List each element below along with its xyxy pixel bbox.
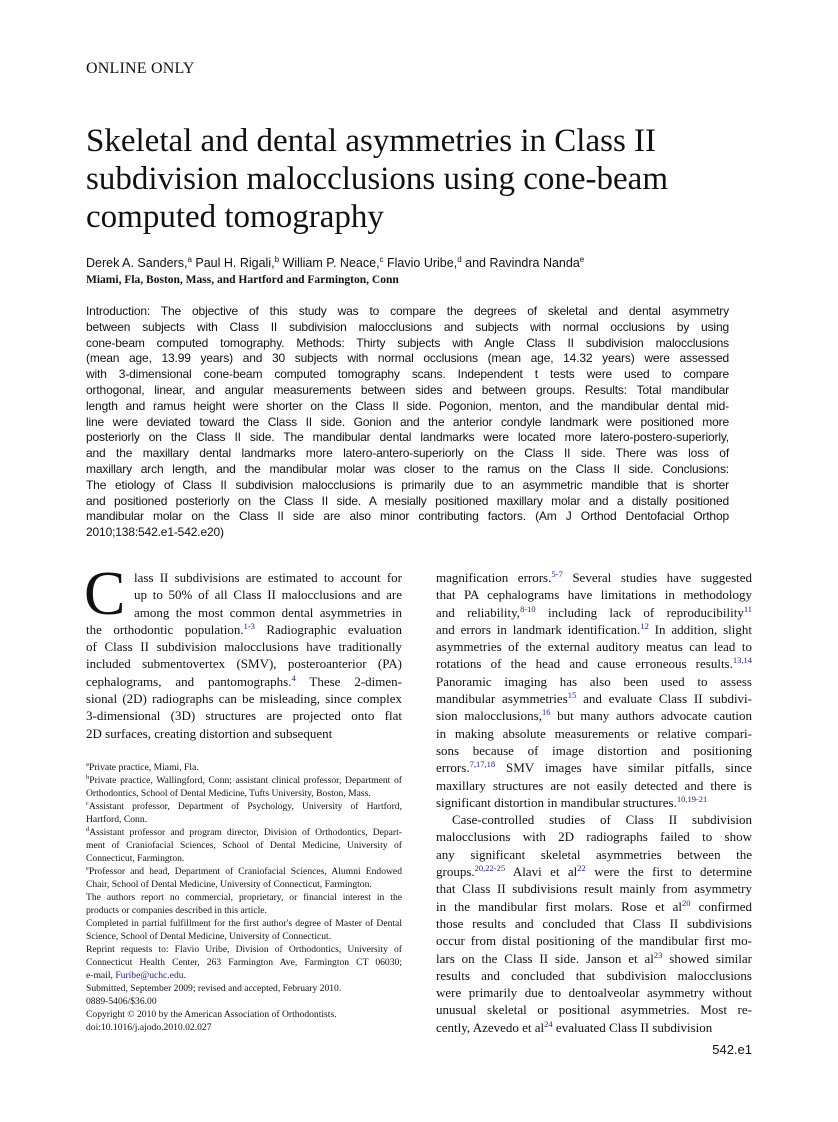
footnote xyxy=(86,1021,402,1034)
text-line: included submentovertex (SMV), posteroanterior (PA) xyxy=(86,656,402,672)
author-mark: c xyxy=(379,255,384,264)
email-suffix: . xyxy=(183,970,186,981)
body-column-left xyxy=(86,569,402,742)
citation-ref: 1-3 xyxy=(243,620,255,631)
text-line: 2D surfaces, creating distortion and subsequent xyxy=(86,725,333,741)
text-line: occur from distal positioning of the mandibular first mo- xyxy=(436,933,752,949)
abstract xyxy=(86,304,729,541)
text-line: cephalograms, and pantomographs.$^4$ These 2-dimen- xyxy=(86,672,402,689)
footnote-line: Copyright © 2010 by the American Association of Orthodontists. xyxy=(86,1009,337,1020)
footnote xyxy=(86,943,402,982)
text-line: and errors in landmark identification.$^{12}$ In addition, slight xyxy=(436,620,752,637)
citation-ref: 20 xyxy=(682,897,691,908)
author-mark: d xyxy=(457,255,462,264)
footnote xyxy=(86,865,402,891)
footnote-line: Reprint requests to: Flavio Uribe, Division of Orthodontics, University of xyxy=(86,944,402,955)
drop-cap: C xyxy=(84,560,126,628)
text-line: between subjects with Class II subdivision malocclusions and subjects with normal occlusions by using xyxy=(86,319,729,334)
text-line: mandibular molar on the Class II side are also minor contributing factors. (Am J Orthod Dentofacial Orthop xyxy=(86,509,729,524)
text-line: posteriorly on the Class II side. The mandibular dental landmarks were located more latero-postero-superiorly, xyxy=(86,430,729,445)
text-line: that Class II subdivisions result mainly from asymmetry xyxy=(436,881,752,897)
text-line: (mean age, 13.99 years) and 30 subjects with normal occlusions (mean age, 14.32 years) were assessed xyxy=(86,351,729,366)
citation-ref: 16 xyxy=(541,707,551,718)
citation-ref: 22 xyxy=(577,863,586,874)
footnote-line: Submitted, September 2009; revised and accepted, February 2010. xyxy=(86,983,342,994)
paragraph xyxy=(436,569,752,811)
text-line: that PA cephalograms have limitations in methodology xyxy=(436,587,752,603)
author-list xyxy=(86,255,584,270)
email-link[interactable]: Furibe@uchc.edu xyxy=(115,970,184,981)
text-line: maxillary arch length, and the mandibular molar was closer to the ramus on the Class II side. Conclusions: xyxy=(86,461,729,476)
footnote-line: Science, School of Dental Medicine, University of Connecticut. xyxy=(86,931,332,942)
author: William P. Neace, xyxy=(279,256,380,271)
article-title xyxy=(86,122,766,236)
footnote xyxy=(86,917,402,943)
author-mark: b xyxy=(274,255,280,264)
footnote-line: The authors report no commercial, proprietary, or financial interest in the xyxy=(86,892,402,903)
text-line: unusual skeletal or positional asymmetries. Most re- xyxy=(436,1002,752,1018)
footnote xyxy=(86,995,402,1008)
body-column-right xyxy=(436,569,752,1036)
text-line: lass II subdivisions are estimated to account for xyxy=(134,570,402,585)
text-line: were primarily due to dentoalveolar asymmetry without xyxy=(436,985,752,1001)
text-line: sons because of image distortion and positioning xyxy=(436,742,752,758)
text-line: with 3-dimensional cone-beam computed tomography scans. Independent t tests were used to compare xyxy=(86,367,729,382)
text-line: those results and concluded that Class II subdivisions xyxy=(436,915,752,931)
text-line: The etiology of Class II subdivision malocclusions is primarily due to an asymmetric mandible that is shorter xyxy=(86,477,729,492)
text-line: line were deviated toward the Class II side. Gonion and the anterior condyle landmark were positioned more xyxy=(86,414,729,429)
citation-ref: 10,19-21 xyxy=(676,793,708,804)
author: Derek A. Sanders, xyxy=(86,256,188,271)
footnote-mark: a xyxy=(86,761,89,768)
text-line: maxillary structures are not easily detected and there is xyxy=(436,777,752,793)
footnote-line: $^c$Assistant professor, Department of Psychology, University of Hartford, xyxy=(86,800,402,812)
footnote-line: $^d$Assistant professor and program director, Division of Orthodontics, Depart- xyxy=(86,826,402,838)
citation-ref: 7,17,18 xyxy=(469,759,496,770)
citation-ref: 24 xyxy=(544,1018,553,1029)
text-line: in making absolute measurements or relative compari- xyxy=(436,725,752,741)
author-mark: e xyxy=(579,255,585,264)
footnote xyxy=(86,774,402,800)
footnote-line: Completed in partial fulfillment for the first author's degree of Master of Dental xyxy=(86,918,402,929)
text-line: magnification errors.$^{5-7}$ Several studies have suggested xyxy=(436,569,753,585)
title-line: subdivision malocclusions using cone-beam xyxy=(86,161,668,197)
text-line: sion malocclusions,$^{16}$ but many authors advocate caution xyxy=(436,707,752,724)
footnote-line: ment of Craniofacial Sciences, School of Dental Medicine, University of xyxy=(86,840,402,851)
text-line: length and ramus height were shorter on the Class II side. Pogonion, menton, and the mandibular dental mid- xyxy=(86,398,729,413)
text-line: any significant skeletal asymmetries between the xyxy=(436,846,752,862)
text-line: cone-beam computed tomography. Methods: Thirty subjects with Angle Class II subdivision malocclusions xyxy=(86,335,729,350)
footnote-line: Chair, School of Dental Medicine, University of Connecticut, Farmington. xyxy=(86,879,372,890)
citation-ref: 13,14 xyxy=(732,655,752,666)
text-line: orthogonal, linear, and angular measurements between sides and between groups. Results: Total mandibular xyxy=(86,382,729,397)
footnote xyxy=(86,800,402,826)
footnote xyxy=(86,761,402,774)
section-label: ONLINE ONLY xyxy=(86,60,195,77)
citation-ref: 12 xyxy=(640,620,649,631)
text-line: significant distortion in mandibular structures.$^{10,19-21}$ xyxy=(436,793,708,810)
footnote-line: Hartford, Conn. xyxy=(86,814,148,825)
footnote-line: products or companies described in this article. xyxy=(86,905,267,916)
footnote-mark: b xyxy=(86,774,90,781)
author: Paul H. Rigali, xyxy=(191,256,275,271)
footnote-mark: c xyxy=(86,800,89,807)
paragraph xyxy=(436,811,752,1036)
footnote-line: Connecticut Health Center, 263 Farmington Ave, Farmington CT 06030; xyxy=(86,957,402,968)
footnote-mark: e xyxy=(86,865,89,872)
text-line: Panoramic imaging has also been used to assess xyxy=(436,673,752,689)
text-line: 2010;138:542.e1-542.e20) xyxy=(86,525,224,540)
author: and Ravindra Nanda xyxy=(461,256,580,271)
text-line: mandibular asymmetries$^{15}$ and evaluate Class II subdivi- xyxy=(436,690,752,707)
text-line: 3-dimensional (3D) structures are projected onto flat xyxy=(86,708,402,724)
footnote-line: Orthodontics, School of Dental Medicine, Tufts University, Boston, Mass. xyxy=(86,788,371,799)
citation-ref: 5-7 xyxy=(551,569,563,579)
text-line: asymmetries of the external auditory meatus can lead to xyxy=(436,639,752,655)
text-line: malocclusions with 2D radiographs failed to show xyxy=(436,829,752,845)
footnote-line xyxy=(86,969,402,982)
text-line: Introduction: The objective of this study was to compare the degrees of skeletal and dental asymmetry xyxy=(86,304,729,318)
citation-ref: 11 xyxy=(743,603,753,614)
text-line: and reliability,$^{8-10}$ including lack of reproducibility$^{11}$ xyxy=(436,603,753,620)
footnote-line: Connecticut, Farmington. xyxy=(86,853,185,864)
text-line: of Class II subdivision malocclusions have traditionally xyxy=(86,639,402,655)
text-line: and the maxillary dental landmarks more latero-antero-superiorly on the Class II side. There was loss of xyxy=(86,446,729,461)
footnote-mark: d xyxy=(86,826,90,833)
title-line: computed tomography xyxy=(86,199,384,235)
text-line: among the most common dental asymmetries in xyxy=(134,604,402,620)
page-number: 542.e1 xyxy=(712,1042,752,1057)
footnote xyxy=(86,891,402,917)
author: Flavio Uribe, xyxy=(383,256,458,271)
text-line: results and concluded that subdivision malocclusions xyxy=(436,967,752,983)
text-line: up to 50% of all Class II malocclusions and are xyxy=(134,587,402,603)
title-line: Skeletal and dental asymmetries in Class II xyxy=(86,123,657,159)
text-line: cently, Azevedo et $al^{24}$ evaluated Class II subdivision xyxy=(436,1018,713,1035)
citation-ref: 4 xyxy=(291,672,296,683)
footnote-line: $^a$Private practice, Miami, Fla. xyxy=(86,761,199,773)
author-mark: a xyxy=(187,255,192,264)
footnote xyxy=(86,982,402,995)
footnote-line: doi:10.1016/j.ajodo.2010.02.027 xyxy=(86,1022,212,1033)
citation-ref: 8-10 xyxy=(520,603,536,614)
text-line: the orthodontic population.$^{1-3}$ Radiographic evaluation xyxy=(86,620,402,637)
footnote-line: $^e$Professor and head, Department of Craniofacial Sciences, Alumni Endowed xyxy=(86,865,402,877)
footnotes xyxy=(86,761,402,1034)
footnote-line: $^b$Private practice, Wallingford, Conn; assistant clinical professor, Department of xyxy=(86,774,402,786)
text-line: Case-controlled studies of Class II subdivision xyxy=(452,812,752,828)
citation-ref: 20,22-25 xyxy=(474,863,506,874)
citation-ref: 15 xyxy=(567,690,577,701)
text-line: groups.$^{20,22-25}$ Alavi et $al^{22}$ were the first to determine xyxy=(436,863,752,880)
text-line: rotations of the head and cause erroneous results.$^{13,14}$ xyxy=(436,655,752,672)
footnote-line: 0889-5406/$36.00 xyxy=(86,996,157,1007)
email-label: e-mail, xyxy=(86,970,116,981)
affiliation: Miami, Fla, Boston, Mass, and Hartford and Farmington, Conn xyxy=(86,274,399,286)
footnote xyxy=(86,826,402,865)
text-line: in the mandibular first molars. Rose et $al^{20}$ confirmed xyxy=(436,897,752,914)
footnote xyxy=(86,1008,402,1021)
citation-ref: 23 xyxy=(653,949,663,960)
text-line: errors.$^{7,17,18}$ SMV images have similar pitfalls, since xyxy=(436,759,752,776)
text-line: sional (2D) radiographs can be misleading, since complex xyxy=(86,691,402,707)
text-line: lars on the Class II side. Janson et $al^{23}$ showed similar xyxy=(436,949,752,966)
text-line: and positioned posteriorly on the Class II side. A mesially positioned maxillary molar and a distally positioned xyxy=(86,493,729,508)
